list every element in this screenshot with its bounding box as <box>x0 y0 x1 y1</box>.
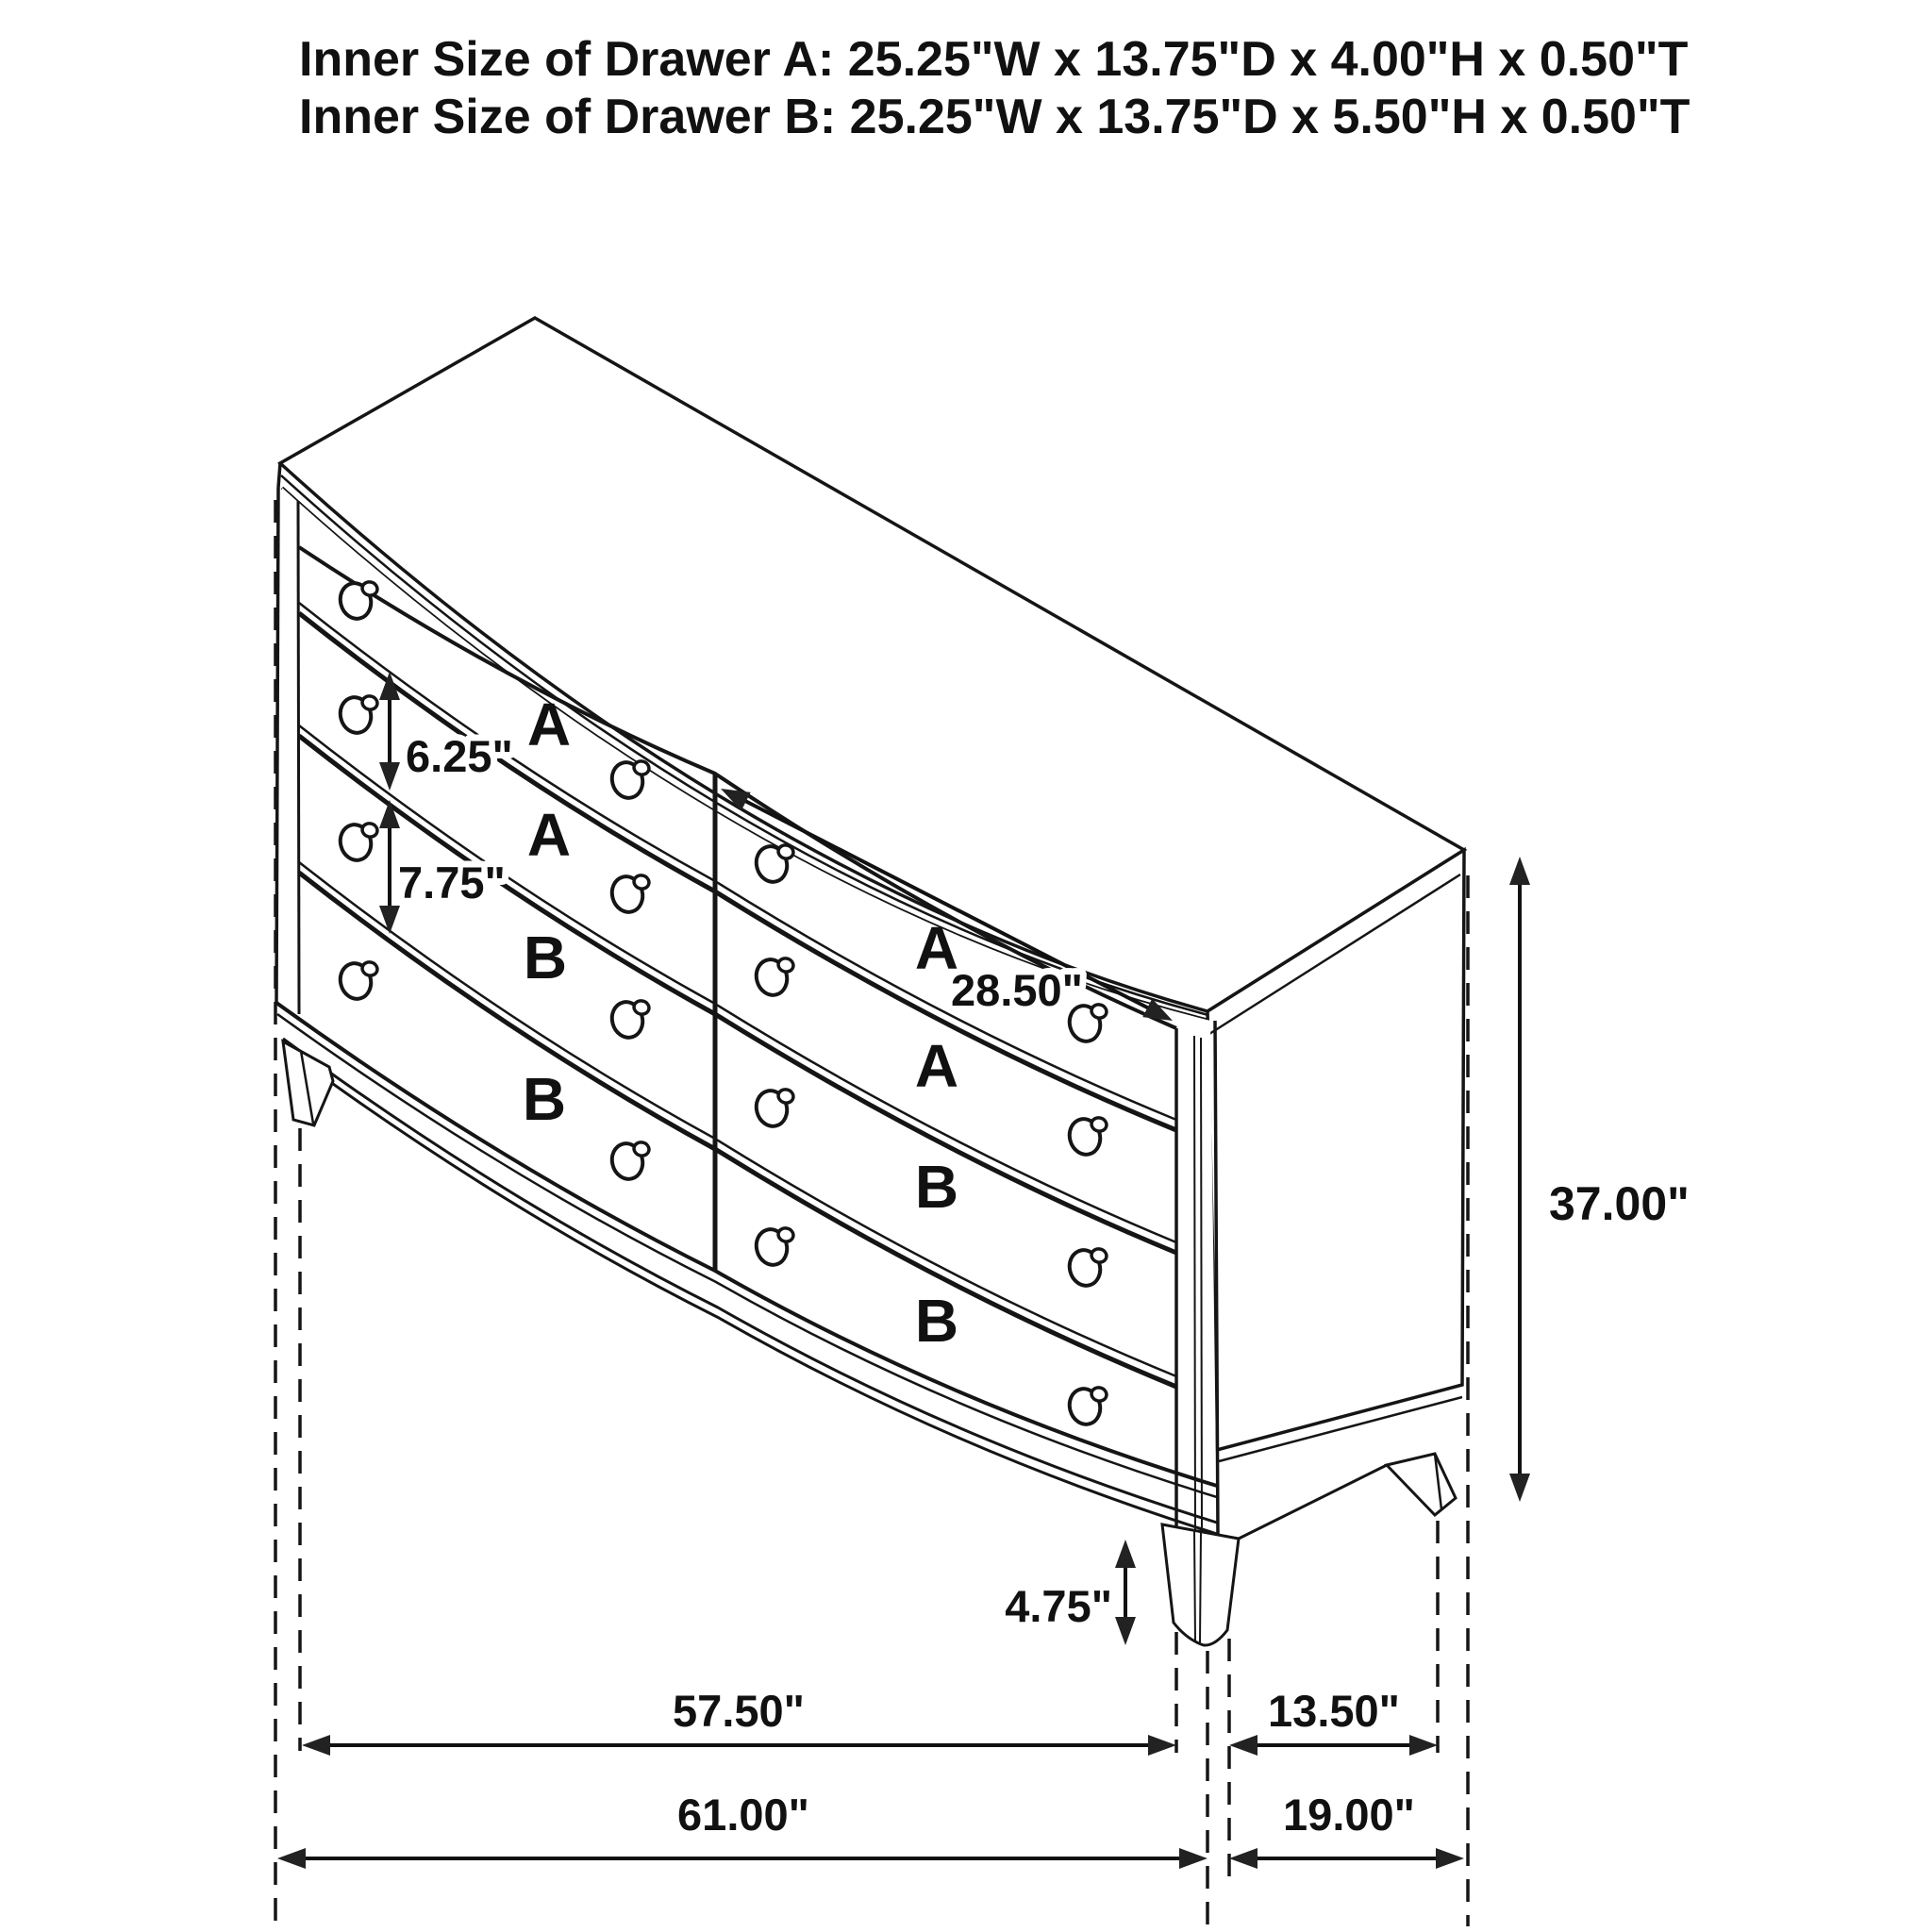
drawer-label-left-3: B <box>523 924 568 991</box>
dimension-text-61-00: 61.00" <box>677 1790 809 1840</box>
side-apron-bottom-edge <box>1239 1465 1387 1539</box>
drawer-label-right-2: A <box>914 1032 959 1100</box>
title-block <box>299 32 1690 144</box>
drawer-label-right-3: B <box>914 1153 959 1221</box>
corner-post-bead-2 <box>1201 1038 1202 1536</box>
drawer-label-left-1: A <box>526 691 572 758</box>
front-right-leg-bead-2 <box>1200 1531 1201 1642</box>
front-right-leg-bead-1 <box>1194 1530 1195 1641</box>
title-line-2: Inner Size of Drawer B: 25.25"W x 13.75"D x 5.50"H x 0.50"T <box>299 90 1690 144</box>
drawer-label-left-2: A <box>526 801 572 869</box>
dimension-text-13-50: 13.50" <box>1268 1686 1400 1736</box>
front-left-corner-edge <box>276 488 278 1004</box>
front-left-stile-edge <box>298 501 299 1014</box>
dimension-cabinet-height <box>1509 857 1690 1502</box>
dimension-text-7-75: 7.75" <box>398 858 506 908</box>
dimension-overall-width <box>277 1790 1208 1869</box>
dimension-overall-depth <box>1229 1790 1464 1869</box>
corner-post-bead-1 <box>1194 1036 1195 1536</box>
dimension-text-57-50: 57.50" <box>673 1686 805 1736</box>
dimension-front-width-between-legs <box>302 1686 1176 1756</box>
dimension-text-19-00: 19.00" <box>1283 1790 1415 1840</box>
drawer-label-right-4: B <box>914 1287 959 1355</box>
dimension-text-28-50: 28.50" <box>951 965 1083 1015</box>
back-right-leg <box>1387 1454 1456 1515</box>
drawer-label-left-4: B <box>522 1065 567 1133</box>
dimension-leg-height <box>1005 1540 1136 1645</box>
dimension-side-depth-between-legs <box>1229 1686 1438 1756</box>
dimension-text-6-25: 6.25" <box>406 731 513 781</box>
dimension-text-37-00: 37.00" <box>1549 1177 1690 1230</box>
top-left-corner-edge <box>278 463 280 488</box>
title-line-1: Inner Size of Drawer A: 25.25"W x 13.75"D x 4.00"H x 0.50"T <box>299 32 1689 87</box>
drawer-label-right-1: A <box>914 914 959 982</box>
dimension-text-4-75: 4.75" <box>1005 1581 1112 1631</box>
